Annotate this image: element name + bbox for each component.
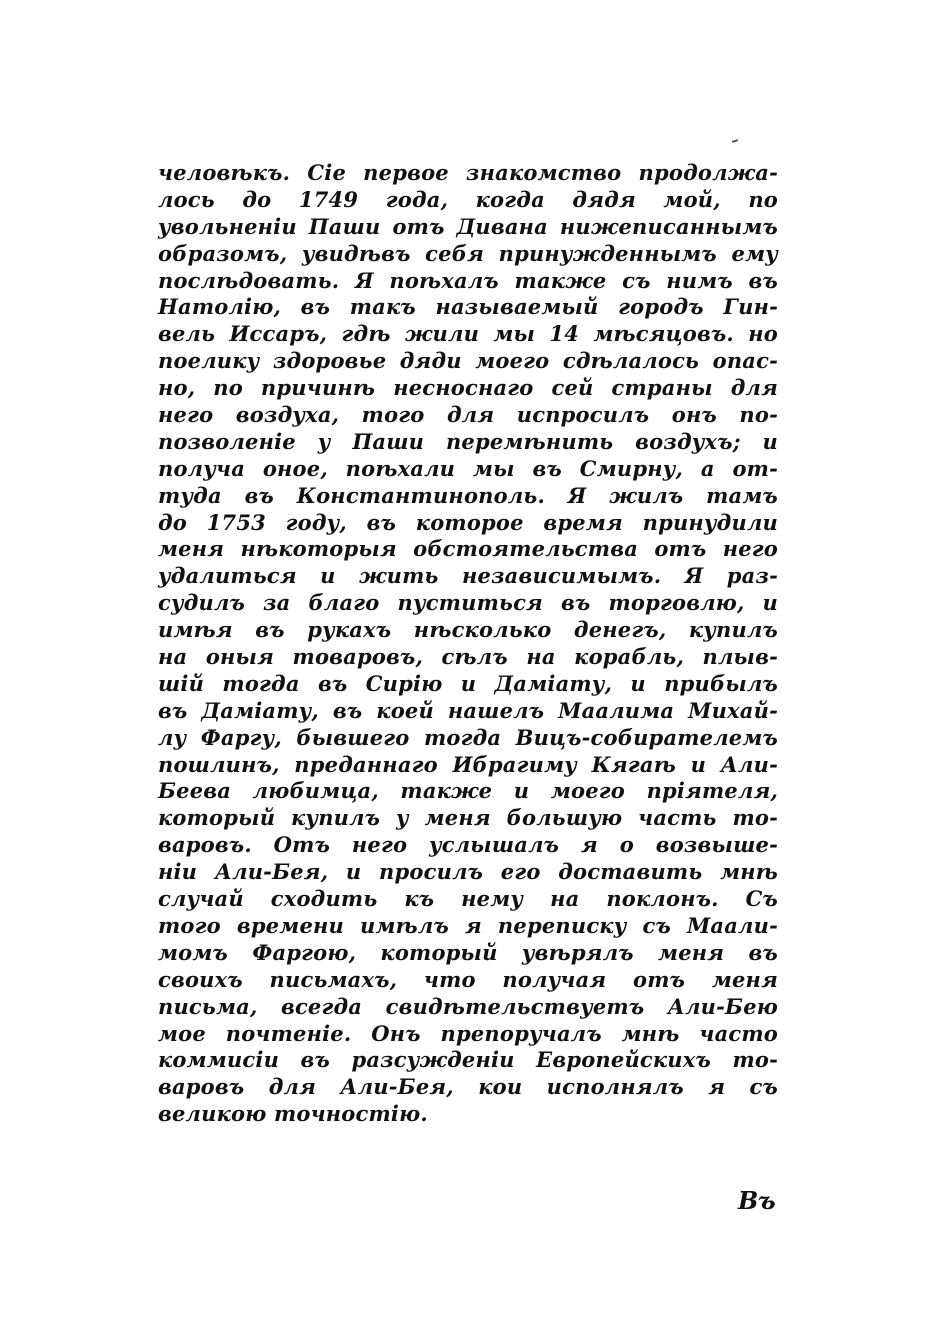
text-line: вель Иссаръ, гдѣ жили мы 14 мѣсяцовъ. но — [158, 321, 778, 347]
text-line: варовъ. Отъ него услышалъ я о возвыше- — [158, 832, 778, 858]
text-line: который купилъ у меня большую часть то- — [158, 805, 778, 831]
text-line: имѣя въ рукахъ нѣсколько денегъ, купилъ — [158, 617, 778, 643]
text-line: увольненіи Паши отъ Дивана нижеписаннымъ — [158, 213, 778, 239]
text-line: послѣдовать. Я поѣхалъ также съ нимъ въ — [158, 267, 778, 293]
text-line: до 1753 году, въ которое время принудили — [158, 509, 778, 535]
text-line: удалиться и жить независимымъ. Я раз- — [158, 563, 778, 589]
text-line: судилъ за благо пуститься въ торговлю, и — [158, 590, 778, 616]
page-text — [158, 160, 778, 1128]
text-line: образомъ, увидѣвъ себя принужденнымъ ему — [158, 240, 778, 266]
text-line: лу Фаргу, бывшего тогда Вицъ-собирателемъ — [158, 724, 778, 750]
text-line: пошлинъ, преданнаго Ибрагиму Кягаѣ и Али- — [158, 751, 778, 777]
text-line: шій тогда въ Сирію и Даміату, и прибылъ — [158, 670, 778, 696]
text-line: позволеніе у Паши перемѣнить воздухъ; и — [158, 428, 778, 454]
text-line: туда въ Константинополь. Я жилъ тамъ — [158, 482, 778, 508]
text-line: поелику здоровье дяди моего сдѣлалось опас- — [158, 348, 778, 374]
text-line: момъ Фаргою, который увѣрялъ меня въ — [158, 939, 778, 965]
text-line: меня нѣкоторыя обстоятельства отъ него — [158, 536, 778, 562]
text-line: того времени имѣлъ я переписку съ Маали- — [158, 912, 778, 938]
text-line: варовъ для Али-Бея, кои исполнялъ я съ — [158, 1074, 778, 1100]
text-line: великою точностію. — [158, 1101, 428, 1127]
text-line: случай сходить къ нему на поклонъ. Съ — [158, 886, 778, 912]
text-line: него воздуха, того для испросилъ онъ по- — [158, 402, 778, 428]
text-line: человѣкъ. Сіе первое знакомство продолжа- — [158, 160, 778, 185]
catchword: Въ — [738, 1186, 776, 1215]
text-line: на оныя товаровъ, сѣлъ на корабль, плыв- — [158, 644, 778, 670]
text-line: въ Даміату, въ коей нашелъ Маалима Михай- — [158, 697, 778, 723]
text-line: своихъ письмахъ, что получая отъ меня — [158, 966, 778, 992]
text-line: Натолію, въ такъ называемый городъ Гин- — [158, 294, 778, 320]
text-line: получа оное, поѣхали мы въ Смирну, а от- — [158, 455, 778, 481]
text-line: но, по причинѣ несноснаго сей страны для — [158, 375, 778, 401]
text-line: мое почтеніе. Онъ препоручалъ мнѣ часто — [158, 1020, 778, 1046]
print-speck — [732, 139, 738, 143]
text-line: лось до 1749 года, когда дядя мой, по — [158, 186, 778, 212]
text-line: ніи Али-Бея, и просилъ его доставить мнѣ — [158, 859, 778, 885]
text-line: письма, всегда свидѣтельствуетъ Али-Бею — [158, 993, 778, 1019]
text-line: Беева любимца, также и моего пріятеля, — [158, 778, 778, 804]
text-line: коммисіи въ разсужденіи Европейскихъ то- — [158, 1047, 778, 1073]
